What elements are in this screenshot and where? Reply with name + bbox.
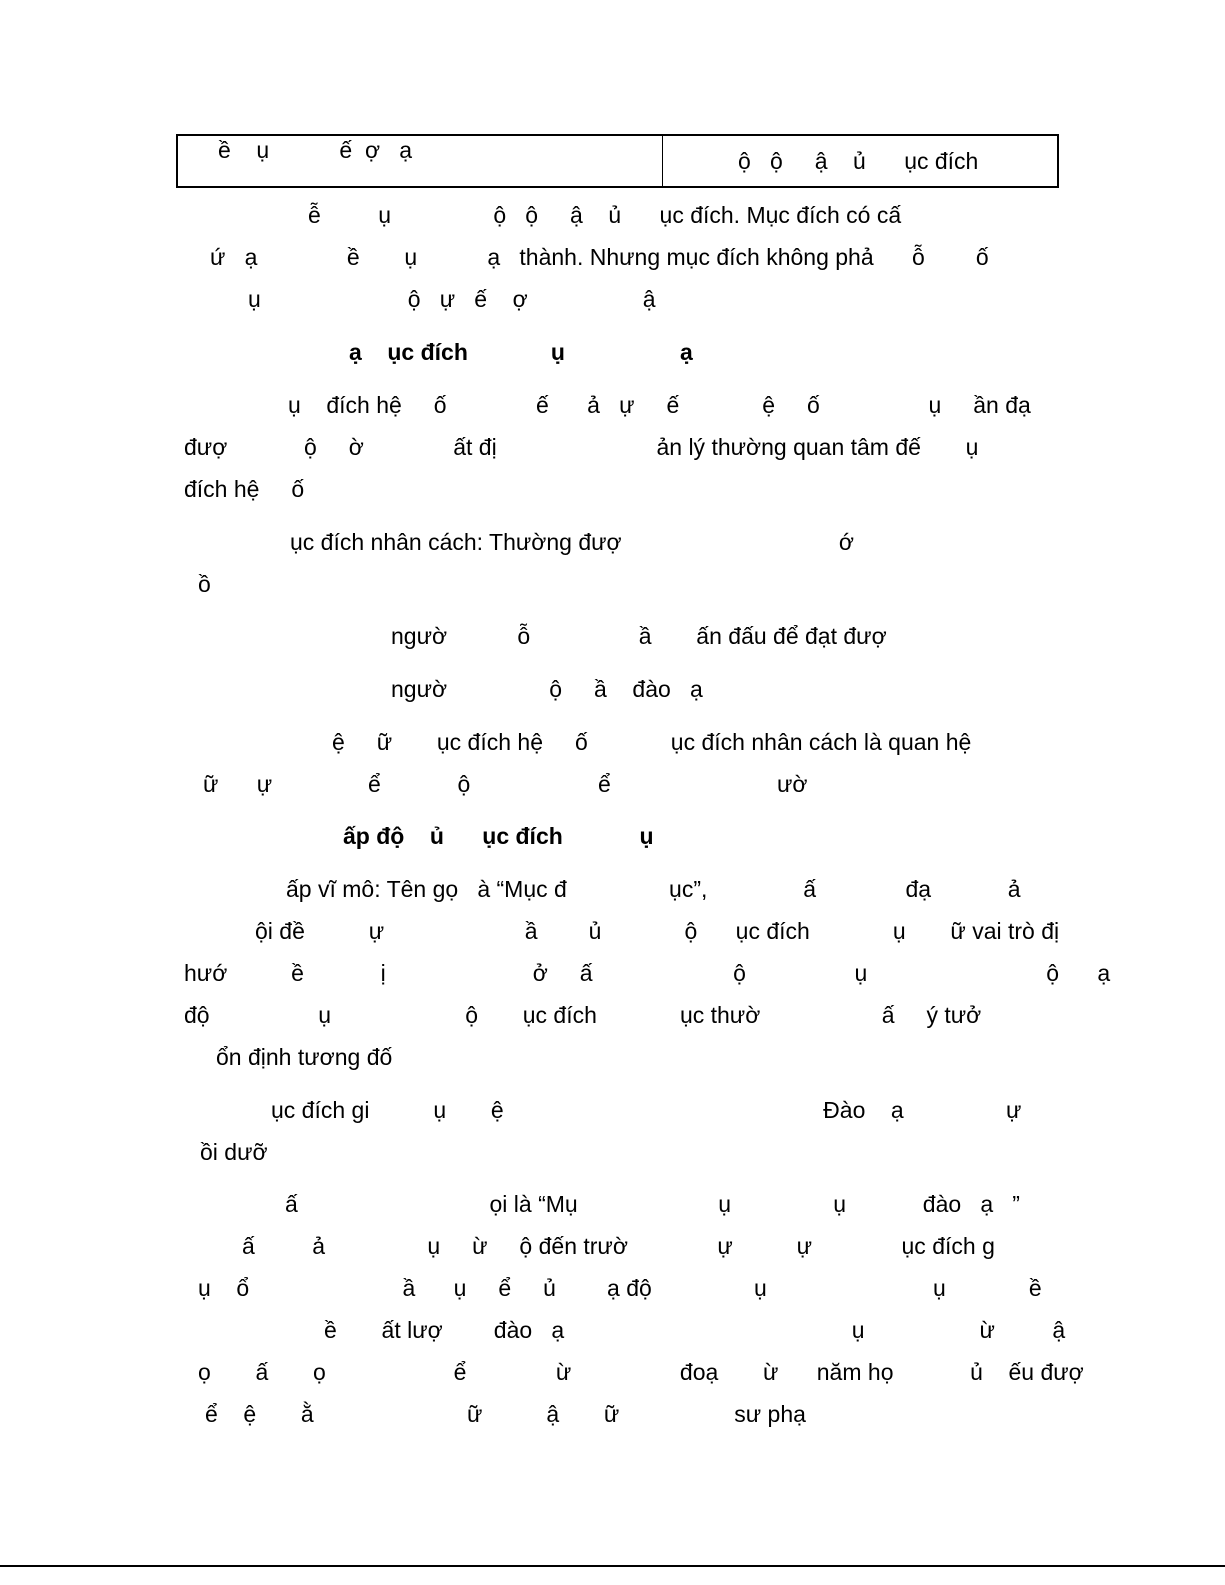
text-line: ồ (198, 571, 211, 597)
page-bottom-rule (0, 1565, 1225, 1567)
text-line: đượ ộ ờ ất đị ản lý thường quan tâm đế ụ (184, 434, 979, 460)
text-line: ội đề ự ầ ủ ộ ục đích ụ ữ vai trò đị (255, 918, 1060, 944)
text-line: ụ ộ ự ế ợ ậ (248, 286, 656, 312)
text-line: ấp vĩ mô: Tên gọ à “Mục đ ục”, ấ đạ ả (286, 876, 1021, 902)
text-line: ệ ữ ục đích hệ ố ục đích nhân cách là quan hệ (332, 729, 972, 755)
text-line: ữ ự ể ộ ể ườ (203, 771, 808, 797)
text-line: ụ đích hệ ố ế ả ự ế ệ ố ụ ần đạ (288, 392, 1031, 418)
text-line: đích hệ ố (184, 476, 305, 502)
text-line: ấ ọi là “Mụ ụ ụ đào ạ ” (285, 1191, 1020, 1217)
text-line: ứ ạ ề ụ ạ thành. Nhưng mục đích không phả ỗ ố (210, 244, 989, 270)
text-line: ể ệ ằ ữ ậ ữ sư phạ (205, 1401, 806, 1427)
text-line: ục đích nhân cách: Thường đượ ớ (290, 529, 854, 555)
table-right-cell: ộ ộ ậ ủ ục đích (738, 148, 979, 174)
text-line: ấ ả ụ ừ ộ đến trườ ự ự ục đích g (242, 1233, 995, 1259)
section-heading: ạ ục đích ụ ạ (349, 339, 693, 365)
text-line: ồi dưỡ (200, 1139, 268, 1165)
text-line: ngườ ộ ầ đào ạ (391, 676, 703, 702)
text-line: hướ ề ị ở ấ ộ ụ ộ ạ (184, 960, 1111, 986)
text-line: ục đích gi ụ ệ Đào ạ ự (271, 1097, 1022, 1123)
text-line: ổn định tương đố (216, 1044, 393, 1070)
table-divider (662, 136, 663, 186)
text-line: ọ ấ ọ ể ừ đoạ ừ năm họ ủ ếu đượ (198, 1359, 1084, 1385)
text-line: ngườ ỗ ầ ấn đấu để đạt đượ (391, 623, 887, 649)
text-line: độ ụ ộ ục đích ục thườ ấ ý tưở (184, 1002, 982, 1028)
text-line: ễ ụ ộ ộ ậ ủ ục đích. Mục đích có cấ (308, 202, 902, 228)
section-heading: ấp độ ủ ục đích ụ (343, 823, 654, 849)
table-left-cell: ề ụ ế ợ ạ (218, 137, 413, 163)
text-line: ụ ổ ầ ụ ể ủ ạ độ ụ ụ ề (198, 1275, 1042, 1301)
text-line: ề ất lượ đào ạ ụ ừ ậ (324, 1317, 1066, 1343)
